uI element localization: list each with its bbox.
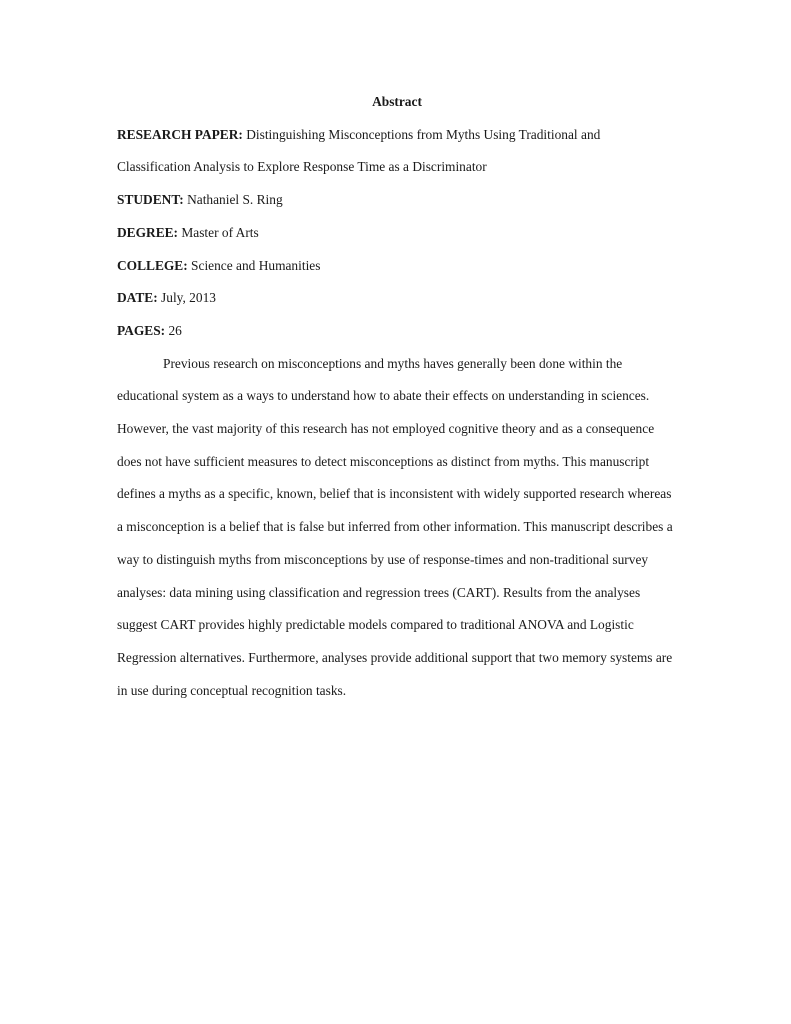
college-field	[117, 250, 677, 283]
college-label: COLLEGE:	[117, 257, 188, 273]
student-value: Nathaniel S. Ring	[187, 192, 283, 208]
college-value: Science and Humanities	[191, 257, 321, 273]
research-paper-value: Distinguishing Misconceptions from Myths Using Traditional and Classification Analysis to Explore Response Time as a Discriminator	[117, 126, 601, 175]
degree-field	[117, 217, 677, 250]
abstract-heading: Abstract	[372, 94, 422, 109]
pages-value: 26	[168, 322, 182, 338]
degree-value: Master of Arts	[181, 224, 259, 240]
date-label: DATE:	[117, 290, 158, 306]
degree-label: DEGREE:	[117, 224, 179, 240]
abstract-body: Previous research on misconceptions and myths haves generally been done within the educational system as a ways to understand how to abate their effects on understanding in sciences. However, the vast majority of this research has not employed cognitive theory and as a consequence does not have sufficient measures to detect misconceptions as distinct from myths. This manuscript defines a myths as a specific, known, belief that is inconsistent with widely supported research whereas a misconception is a belief that is false but inferred from other information. This manuscript describes a way to distinguish myths from misconceptions by use of response-times and non-traditional survey analyses: data mining using classification and regression trees (CART). Results from the analyses suggest CART provides highly predictable models compared to traditional ANOVA and Logistic Regression alternatives. Furthermore, analyses provide additional support that two memory systems are in use during conceptual recognition tasks.	[117, 355, 673, 698]
document-page	[117, 86, 677, 707]
student-field	[117, 184, 677, 217]
research-paper-field	[117, 119, 677, 184]
pages-field	[117, 315, 677, 348]
date-value: July, 2013	[161, 290, 216, 306]
date-field	[117, 282, 677, 315]
pages-label: PAGES:	[117, 322, 166, 338]
student-label: STUDENT:	[117, 192, 184, 208]
research-paper-label: RESEARCH PAPER:	[117, 126, 243, 142]
